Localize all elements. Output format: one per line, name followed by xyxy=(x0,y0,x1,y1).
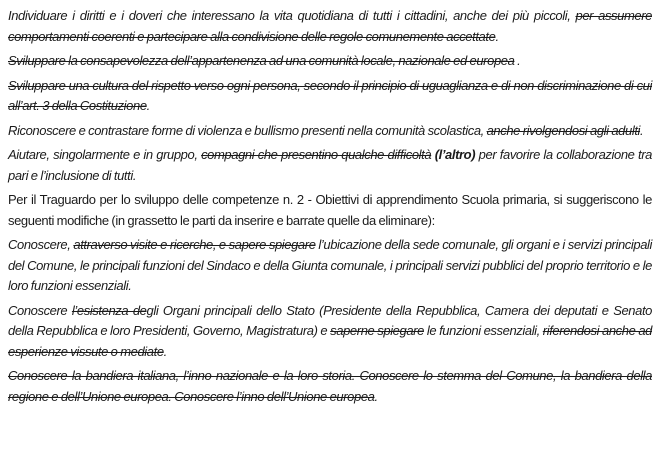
deleted-text-run: per assumere comportamenti coerenti e partecipare alla condivisione delle regole comunemente accettate xyxy=(8,8,652,44)
text-run: Individuare i diritti e i doveri che interessano la vita quotidiana di tutti i cittadini, anche dei più piccoli, xyxy=(8,8,576,23)
text-run: le funzioni essenziali, xyxy=(423,323,543,338)
deleted-text-run: compagni che presentino qualche difficoltà xyxy=(201,147,432,162)
paragraph xyxy=(8,145,652,186)
paragraph xyxy=(8,301,652,363)
text-run: gli Organi principali dello Stato (Presidente della Repubblica, Camera dei deputati e Senato della Repubblica e loro Presidenti, Governo, Magistratura) e xyxy=(8,302,653,338)
text-run: . xyxy=(374,388,378,404)
paragraph xyxy=(8,235,652,297)
document-body xyxy=(8,6,652,407)
deleted-text-run: attraverso visite e ricerche, e sapere spiegare xyxy=(73,237,316,252)
text-run: Per il Traguardo per lo sviluppo delle competenze n. 2 - Obiettivi di apprendimento Scuola primaria, si suggeriscono le seguenti modifiche (in grassetto le parti da inserire e barrate quelle da eliminare): xyxy=(8,192,652,228)
text-run: Aiutare, singolarmente e in gruppo, xyxy=(8,147,202,162)
text-run: . xyxy=(495,28,499,44)
text-run: l’ubicazione della sede comunale, gli organi e i servizi principali del Comune, le principali funzioni del Sindaco e della Giunta comunale, i principali servizi pubblici del proprio territorio e le loro funzioni essenziali. xyxy=(8,237,652,293)
text-run: per favorire la collaborazione tra pari e l’inclusione di tutti. xyxy=(8,147,652,183)
paragraph xyxy=(8,76,652,117)
text-run: . xyxy=(146,98,150,113)
text-run: . xyxy=(514,53,521,68)
text-run: Conoscere xyxy=(8,302,72,318)
paragraph xyxy=(8,51,652,72)
paragraph xyxy=(8,6,652,47)
text-run: Riconoscere e contrastare forme di violenza e bullismo presenti nella comunità scolastica, xyxy=(8,122,487,138)
deleted-text-run: Sviluppare la consapevolezza dell’appartenenza ad una comunità locale, nazionale ed europea xyxy=(8,53,515,68)
deleted-text-run: Conoscere la bandiera italiana, l’inno nazionale e la loro storia. Conoscere lo stemma del Comune, la bandiera della regione e dell’Unione europea. Conoscere l’inno dell’Unione europea xyxy=(8,368,652,404)
deleted-text-run: Sviluppare una cultura del rispetto verso ogni persona, secondo il principio di uguaglianza e di non discriminazione di cui all’art. 3 della Costituzione xyxy=(8,77,652,113)
paragraph xyxy=(8,366,652,407)
text-run: . xyxy=(640,122,644,138)
inserted-text-run: (l’altro) xyxy=(434,147,476,162)
paragraph xyxy=(8,121,652,142)
deleted-text-run: riferendosi anche ad esperienze vissute o mediate xyxy=(8,323,652,359)
text-run: Conoscere, xyxy=(8,237,74,252)
deleted-text-run: anche rivolgendosi agli adulti xyxy=(486,122,641,138)
paragraph xyxy=(8,190,652,231)
text-run: . xyxy=(163,343,167,359)
deleted-text-run: l’esistenza de xyxy=(71,302,147,318)
deleted-text-run: saperne spiegare xyxy=(330,323,424,338)
